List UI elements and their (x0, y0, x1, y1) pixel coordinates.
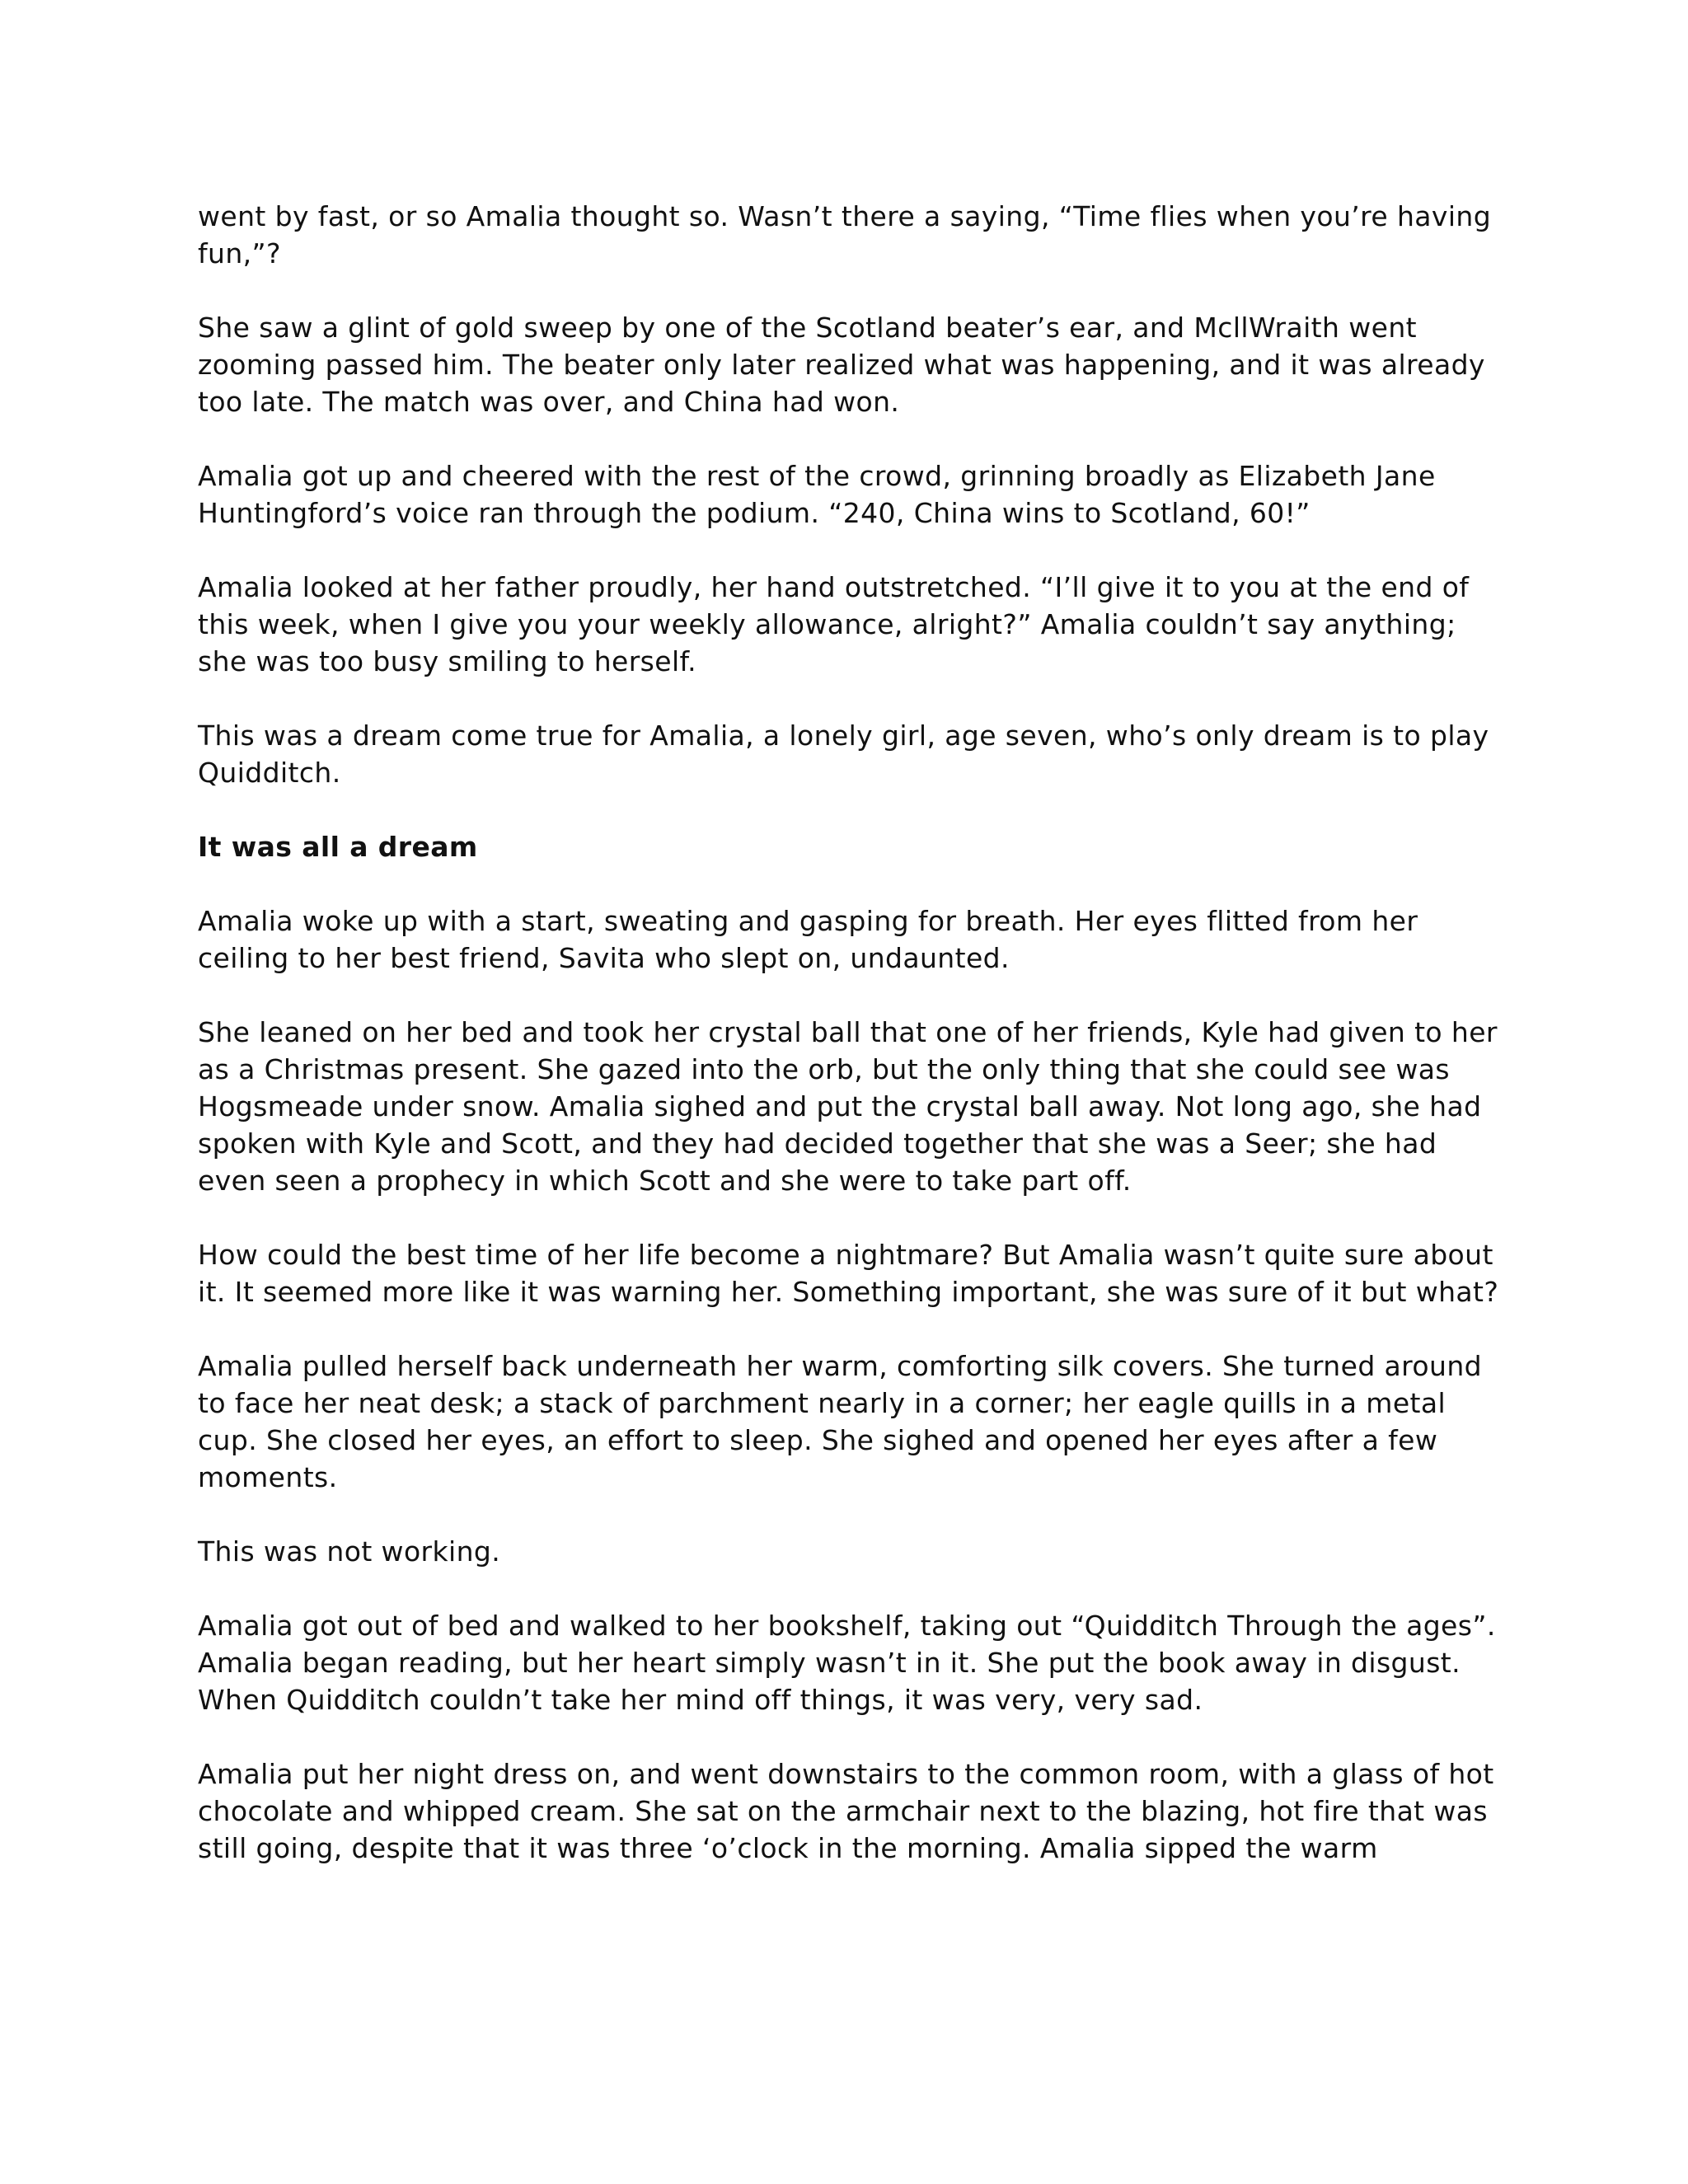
paragraph-12: Amalia put her night dress on, and went downstairs to the common room, with a glass of hot chocolate and whipped cream. She sat on the armchair next to the blazing, hot fire that was still going, despite that it was three ‘o’clock in the morning. Amalia sipped the warm (198, 1758, 1494, 1864)
paragraph-10: This was not working. (198, 1535, 501, 1568)
paragraph-7: She leaned on her bed and took her crystal ball that one of her friends, Kyle had given to her as a Christmas present. She gazed into the orb, but the only thing that she could see was Hogsmeade under snow. Amalia sighed and put the crystal ball away. Not long ago, she had spoken with Kyle and Scott, and they had decided together that she was a Seer; she had even seen a prophecy in which Scott and she were to take part off. (198, 1016, 1498, 1197)
document-page (198, 198, 1500, 1904)
paragraph-1: went by fast, or so Amalia thought so. Wasn’t there a saying, “Time flies when you’re having fun,”? (198, 200, 1492, 269)
paragraph-6: Amalia woke up with a start, sweating and gasping for breath. Her eyes flitted from her ceiling to her best friend, Savita who slept on, undaunted. (198, 905, 1418, 974)
paragraph-5: This was a dream come true for Amalia, a lonely girl, age seven, who’s only dream is to play Quidditch. (198, 719, 1489, 789)
paragraph-8: How could the best time of her life become a nightmare? But Amalia wasn’t quite sure about it. It seemed more like it was warning her. Something important, she was sure of it but what? (198, 1239, 1499, 1308)
paragraph-3: Amalia got up and cheered with the rest of the crowd, grinning broadly as Elizabeth Jane Huntingford’s voice ran through the podium. “240, China wins to Scotland, 60!” (198, 460, 1436, 529)
section-heading: It was all a dream (198, 831, 478, 863)
paragraph-9: Amalia pulled herself back underneath her warm, comforting silk covers. She turned around to face her neat desk; a stack of parchment nearly in a corner; her eagle quills in a metal cup. She closed her eyes, an effort to sleep. She sighed and opened her eyes after a few moments. (198, 1350, 1482, 1493)
paragraph-2: She saw a glint of gold sweep by one of the Scotland beater’s ear, and McllWraith went zooming passed him. The beater only later realized what was happening, and it was already too late. The match was over, and China had won. (198, 312, 1485, 418)
paragraph-11: Amalia got out of bed and walked to her bookshelf, taking out “Quidditch Through the ages”. Amalia began reading, but her heart simply wasn’t in it. She put the book away in disgust. When Quidditch couldn’t take her mind off things, it was very, very sad. (198, 1610, 1496, 1716)
paragraph-4: Amalia looked at her father proudly, her hand outstretched. “I’ll give it to you at the end of this week, when I give you your weekly allowance, alright?” Amalia couldn’t say anything; she was too busy smiling to herself. (198, 571, 1470, 677)
